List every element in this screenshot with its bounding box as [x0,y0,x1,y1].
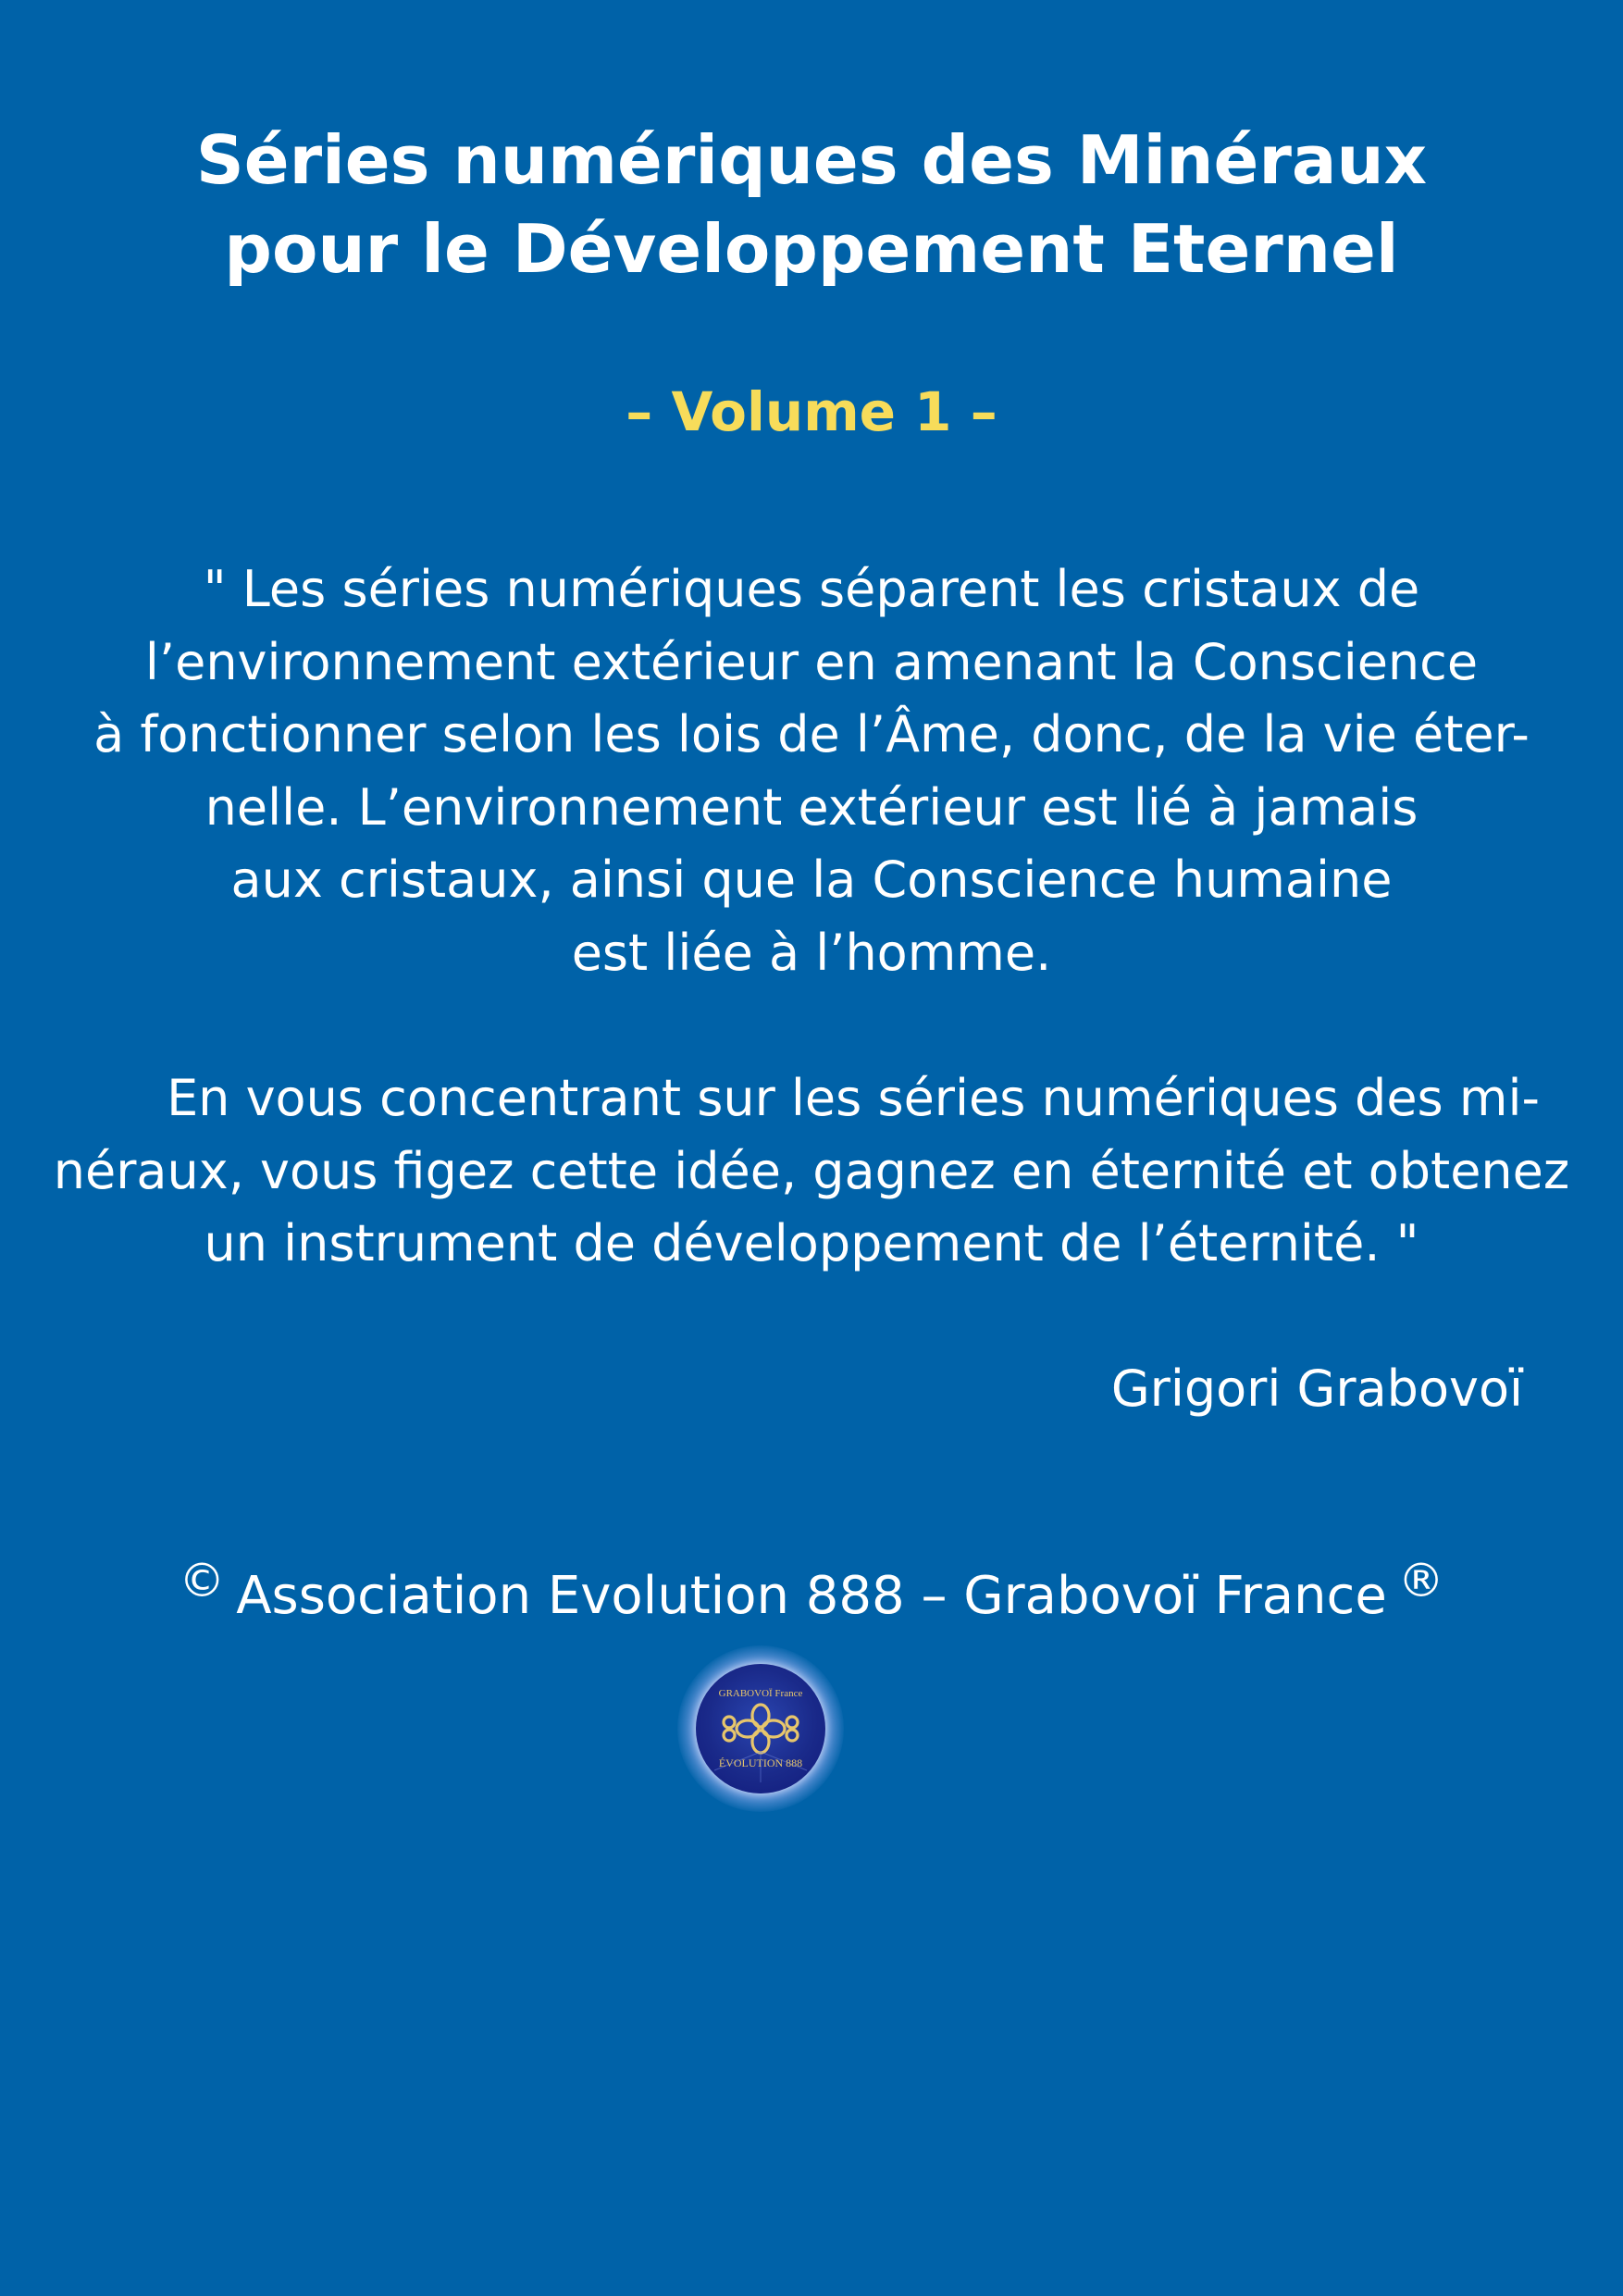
quote-line: En vous concentrant sur les séries numériques des mi- [167,1069,1540,1127]
quote-paragraph-2 [0,1062,1623,1281]
logo-bottom-text: ÉVOLUTION 888 [718,1756,803,1769]
quote-line: l’environnement extérieur en amenant la Conscience [144,632,1479,691]
infinity-knot-icon [696,1664,825,1793]
copyright-symbol: © [179,1554,226,1607]
quote-line: nelle. L’environnement extérieur est lié à jamais [204,777,1419,837]
title-line-1: Séries numériques des Minéraux [195,121,1428,199]
registered-symbol: ® [1397,1554,1444,1607]
evolution-888-logo [677,1645,844,1812]
quote-author: Grigori Grabovoï [1110,1359,1523,1418]
title-line-2: pour le Développement Eternel [224,210,1399,288]
logo-disc [696,1664,825,1793]
volume-label: – Volume 1 – [626,380,997,443]
quote-line: " Les séries numériques séparent les cristaux de [203,560,1420,618]
quote-line: est liée à l’homme. [571,923,1052,982]
quote-paragraph-1 [0,553,1623,989]
logo-top-text: GRABOVOÏ France [718,1688,803,1699]
quote-line: aux cristaux, ainsi que la Conscience humaine [230,850,1393,909]
quote-line: un instrument de développement de l’éternité. " [204,1214,1419,1272]
quote-line: à fonctionner selon les lois de l’Âme, donc, de la vie éter- [93,705,1530,763]
copyright-text: Association Evolution 888 – Grabovoï France [236,1566,1387,1626]
page-title [0,116,1623,293]
quote-line: néraux, vous figez cette idée, gagnez en éternité et obtenez [53,1141,1570,1200]
copyright-line [0,1544,1623,1633]
